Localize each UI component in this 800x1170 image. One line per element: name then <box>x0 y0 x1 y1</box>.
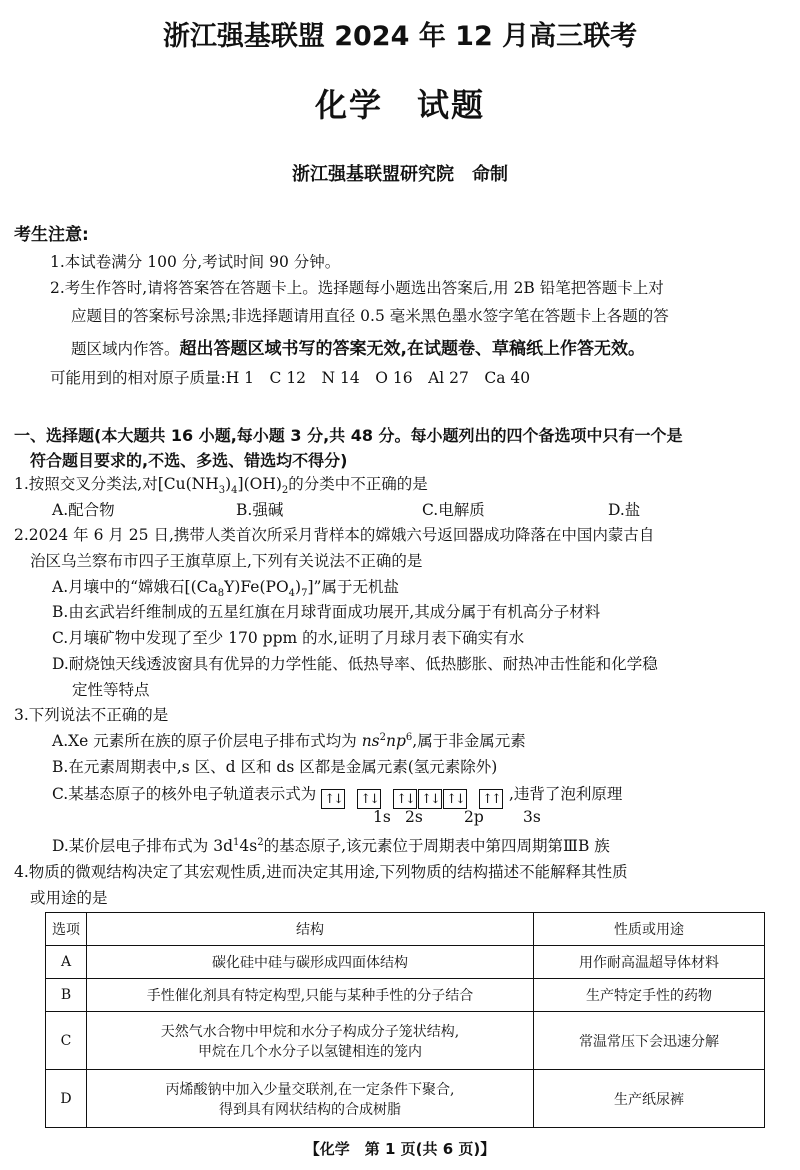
table-cell-option: A <box>46 946 87 979</box>
table-cell-structure-line-2: 甲烷在几个水分子以氢键相连的笼内 <box>198 1043 422 1060</box>
q1-stem-mid-2: ](OH) <box>237 475 282 493</box>
q2-stem-line-2: 治区乌兰察布市四子王旗草原上,下列有关说法不正确的是 <box>30 552 423 570</box>
q2-a-sub-1: 8 <box>217 588 225 600</box>
table-cell-structure-line-1: 丙烯酸钠中加入少量交联剂,在一定条件下聚合, <box>165 1081 455 1098</box>
notice-item-2-line-3-pre: 题区域内作答。 <box>71 340 180 358</box>
table-cell-option: D <box>46 1070 87 1128</box>
q3-d-post: 的基态原子,该元素位于周期表中第四周期第ⅢB 族 <box>263 837 610 855</box>
page-footer: 【化学 第 1 页(共 6 页)】 <box>304 1140 496 1158</box>
q2-option-d-line-2: 定性等特点 <box>72 681 150 699</box>
q2-stem-line-1: 2.2024 年 6 月 25 日,携带人类首次所采月背样本的嫦娥六号返回器成功降落在中国内蒙古自 <box>14 526 655 544</box>
q1-option-b: B.强碱 <box>236 501 284 519</box>
table-cell-option: B <box>46 979 87 1012</box>
q3-option-c <box>52 782 622 809</box>
orbital-box-3s: ↑↑ <box>479 789 503 809</box>
q3-d-sup-1: 1 <box>233 836 240 848</box>
table-row <box>46 979 765 1012</box>
orbital-diagram <box>321 785 509 807</box>
q1-stem-mid: ) <box>225 475 232 493</box>
maker-line: 浙江强基联盟研究院 命制 <box>292 164 508 185</box>
q3-option-a <box>52 729 526 751</box>
orbital-label-1s: 1s <box>373 808 391 826</box>
q3-a-sup-1: 2 <box>379 731 386 743</box>
q2-a-mid-2: ) <box>295 578 302 596</box>
q3-d-mid: 4s <box>239 837 258 855</box>
table-cell-structure <box>87 1070 534 1128</box>
notice-item-2-line-1: 2.考生作答时,请将答案答在答题卡上。选择题每小题选出答案后,用 2B 铅笔把答题卡上对 <box>50 279 664 297</box>
table-cell-option: C <box>46 1012 87 1070</box>
q2-a-pre: A.月壤中的“嫦娥石[(Ca <box>52 578 218 596</box>
q3-c-pre: C.某基态原子的核外电子轨道表示式为 <box>52 785 317 803</box>
q4-stem-line-2: 或用途的是 <box>30 889 108 907</box>
table-cell-structure-line-1: 天然气水合物中甲烷和水分子构成分子笼状结构, <box>160 1023 460 1040</box>
table-row <box>46 1012 765 1070</box>
q3-c-post: ,违背了泡利原理 <box>508 785 623 803</box>
orbital-box-1s: ↑↓ <box>321 789 345 809</box>
q3-a-sup-2: 6 <box>405 731 413 743</box>
q1-option-c: C.电解质 <box>422 501 485 519</box>
q2-a-post: ]”属于无机盐 <box>307 578 399 596</box>
table-cell-use: 生产纸尿裤 <box>534 1070 765 1128</box>
table-cell-structure: 手性催化剂具有特定构型,只能与某种手性的分子结合 <box>87 979 534 1012</box>
orbital-box-2p-2: ↑↓ <box>418 789 442 809</box>
q1-option-d: D.盐 <box>608 501 641 519</box>
orbital-label-2p: 2p <box>464 808 484 826</box>
q3-a-pre: A.Xe 元素所在族的原子价层电子排布式均为 <box>52 732 362 750</box>
table-header-structure: 结构 <box>87 913 534 946</box>
table-header-option: 选项 <box>46 913 87 946</box>
notice-item-2-line-3 <box>71 334 645 359</box>
q1-stem <box>14 472 428 497</box>
q1-stem-pre: 1.按照交叉分类法,对[Cu(NH <box>14 475 219 493</box>
q4-table <box>45 912 765 1128</box>
exam-title: 浙江强基联盟 2024 年 12 月高三联考 <box>162 21 638 52</box>
q3-option-d <box>52 834 610 856</box>
orbital-box-2p-1: ↑↓ <box>393 789 417 809</box>
table-cell-use: 生产特定手性的药物 <box>534 979 765 1012</box>
notice-warning: 超出答题区域书写的答案无效,在试题卷、草稿纸上作答无效。 <box>179 339 645 359</box>
section-heading-line-2: 符合题目要求的,不选、多选、错选均不得分) <box>30 451 348 470</box>
q2-a-mid: Y)Fe(PO <box>224 578 289 596</box>
table-row <box>46 1070 765 1128</box>
notice-item-2-line-2: 应题目的答案标号涂黑;非选择题请用直径 0.5 毫米黑色墨水签字笔在答题卡上各题的答 <box>71 307 669 325</box>
table-cell-structure-line-2: 得到具有网状结构的合成树脂 <box>219 1101 401 1118</box>
q2-a-sub-2: 4 <box>288 588 296 600</box>
q2-option-d-line-1: D.耐烧蚀天线透波窗具有优异的力学性能、低热导率、低热膨胀、耐热冲击性能和化学稳 <box>52 655 658 673</box>
table-cell-structure: 碳化硅中硅与碳形成四面体结构 <box>87 946 534 979</box>
orbital-label-2s: 2s <box>405 808 423 826</box>
orbital-label-3s: 3s <box>523 808 541 826</box>
q3-option-b: B.在元素周期表中,s 区、d 区和 ds 区都是金属元素(氢元素除外) <box>52 758 498 776</box>
table-header-use: 性质或用途 <box>534 913 765 946</box>
table-cell-structure <box>87 1012 534 1070</box>
q1-sub-1: 3 <box>218 485 226 497</box>
q3-d-pre: D.某价层电子排布式为 3d <box>52 837 234 855</box>
orbital-box-2s: ↑↓ <box>357 789 381 809</box>
table-cell-use: 用作耐高温超导体材料 <box>534 946 765 979</box>
q1-option-a: A.配合物 <box>52 501 115 519</box>
q1-stem-post: 的分类中不正确的是 <box>288 475 428 493</box>
q2-option-c: C.月壤矿物中发现了至少 170 ppm 的水,证明了月球月表下确实有水 <box>52 629 525 647</box>
q4-stem-line-1: 4.物质的微观结构决定了其宏观性质,进而决定其用途,下列物质的结构描述不能解释其性质 <box>14 863 628 881</box>
q3-a-np: np <box>386 732 406 750</box>
atomic-masses: 可能用到的相对原子质量:H 1 C 12 N 14 O 16 Al 27 Ca 40 <box>50 369 531 387</box>
table-row <box>46 946 765 979</box>
q2-a-sub-3: 7 <box>301 588 308 600</box>
table-cell-use: 常温常压下会迅速分解 <box>534 1012 765 1070</box>
q3-a-post: ,属于非金属元素 <box>412 732 526 750</box>
notice-item-1: 1.本试卷满分 100 分,考试时间 90 分钟。 <box>50 253 341 271</box>
q3-d-sup-2: 2 <box>257 836 264 848</box>
subject-title: 化学 试题 <box>314 86 485 124</box>
notice-title: 考生注意: <box>14 225 89 245</box>
q3-stem: 3.下列说法不正确的是 <box>14 706 169 724</box>
q3-a-ns: ns <box>361 732 380 750</box>
q2-option-a <box>52 575 399 600</box>
q1-sub-2: 4 <box>231 485 238 497</box>
table-header-row <box>46 913 765 946</box>
q2-option-b: B.由玄武岩纤维制成的五星红旗在月球背面成功展开,其成分属于有机高分子材料 <box>52 603 601 621</box>
q1-sub-3: 2 <box>281 485 289 497</box>
orbital-box-2p-3: ↑↓ <box>443 789 467 809</box>
section-heading-line-1: 一、选择题(本大题共 16 小题,每小题 3 分,共 48 分。每小题列出的四个备选项中只有一个是 <box>14 426 683 445</box>
